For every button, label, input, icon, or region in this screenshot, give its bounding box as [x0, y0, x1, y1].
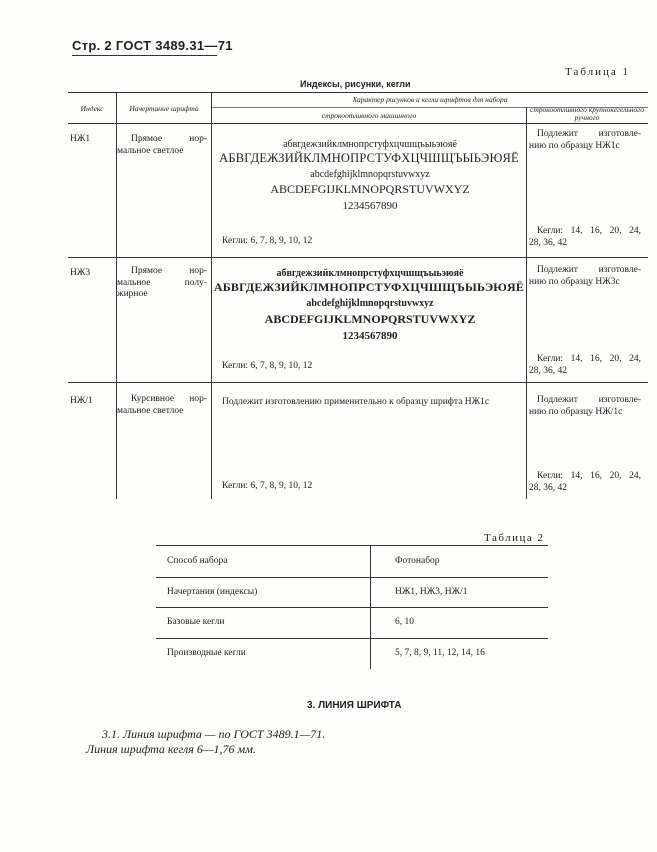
table2-caption: Таблица 2: [484, 532, 545, 544]
t2-label: Способ набора: [167, 556, 228, 566]
t2-label: Начертания (индексы): [167, 587, 258, 597]
row-style-line: жирное: [117, 289, 148, 299]
manual-note-line: нию по образцу НЖ3с: [529, 277, 620, 287]
row-index: НЖ1: [70, 134, 91, 144]
manual-kegli-line: Кегли: 14, 16, 20, 24,: [537, 471, 641, 481]
manual-kegli-line: Кегли: 14, 16, 20, 24,: [537, 226, 641, 236]
row-style-line: Курсивное нор-: [131, 394, 207, 404]
row-style-line: мальное светлое: [117, 406, 184, 416]
sample-digits: 1234567890: [342, 200, 398, 212]
row-index: НЖ/1: [70, 396, 93, 406]
col-header-machine: строкоотливного машинного: [321, 111, 417, 120]
row-style-line: Прямое нор-: [131, 134, 207, 144]
col-header-group: Характер рисунков и кегли шрифтов для набора: [352, 95, 508, 104]
t2-value: 5, 7, 8, 9, 11, 12, 14, 16: [395, 648, 485, 658]
t2-label: Базовые кегли: [167, 617, 225, 627]
paragraph: Линия шрифта кегля 6—1,76 мм.: [86, 742, 256, 756]
page-header: [72, 38, 233, 53]
t2-value: Фотонабор: [395, 556, 440, 566]
t2-value: НЖ1, НЖ3, НЖ/1: [395, 587, 468, 597]
manual-kegli-line: 28, 36, 42: [529, 238, 567, 248]
row-style-line: Прямое нор-: [131, 266, 207, 276]
sample-latin-lower: abcdefghijklmnopqrstuvwxyz: [310, 169, 430, 180]
row-style-line: мальное полу-: [117, 278, 207, 288]
manual-note-line: Подлежит изготовле-: [537, 395, 641, 405]
header-rule: [72, 55, 217, 56]
sample-cyrillic-upper: АБВГДЕЖЗИЙКЛМНОПРСТУФХЦЧШЩЪЫЬЭЮЯЁ: [213, 280, 525, 294]
sample-cyrillic-lower: абвгдежзийклмнопрстуфхцчшщъыьэюяё: [283, 139, 457, 150]
manual-kegli-line: Кегли: 14, 16, 20, 24,: [537, 354, 641, 364]
sample-latin-lower: abcdefghijklmnopqrstuvwxyz: [306, 298, 434, 309]
row-style-line: мальное светлое: [117, 146, 184, 156]
row-kegli: Кегли: 6, 7, 8, 9, 10, 12: [222, 361, 313, 371]
t2-value: 6, 10: [395, 617, 414, 627]
table1-caption: Таблица 1: [565, 66, 631, 78]
manual-note-line: Подлежит изготовле-: [537, 265, 641, 275]
t2-label: Производные кегли: [167, 648, 246, 658]
manual-kegli-line: 28, 36, 42: [529, 366, 567, 376]
row-kegli: Кегли: 6, 7, 8, 9, 10, 12: [222, 481, 313, 491]
sample-digits: 1234567890: [342, 330, 398, 342]
row-index: НЖ3: [70, 268, 91, 278]
manual-note-line: Подлежит изготовле-: [537, 129, 641, 139]
col-header-style: Начертание шрифта: [129, 104, 199, 113]
table1-title: Индексы, рисунки, кегли: [300, 79, 411, 89]
row-note: Подлежит изготовлению применительно к образцу шрифта НЖ1с: [222, 397, 490, 407]
sample-latin-upper: ABCDEFGIJKLMNOPQRSTUVWXYZ: [264, 312, 476, 326]
gost-number: ГОСТ 3489.31—71: [115, 38, 233, 53]
manual-note-line: нию по образцу НЖ1с: [529, 141, 620, 151]
manual-note-line: нию по образцу НЖ/1с: [529, 407, 623, 417]
col-header-manual: строкоотливного крупнокегельного ручного: [530, 105, 644, 122]
manual-kegli-line: 28, 36, 42: [529, 483, 567, 493]
page-number: Стр. 2: [72, 38, 112, 53]
section-title: 3. ЛИНИЯ ШРИФТА: [307, 700, 402, 711]
col-header-index: Индекс: [80, 104, 104, 113]
sample-cyrillic-lower: абвгдежзийклмнопрстуфхцчшщъыьэюяё: [276, 268, 464, 279]
row-kegli: Кегли: 6, 7, 8, 9, 10, 12: [222, 236, 313, 246]
sample-cyrillic-upper: АБВГДЕЖЗИЙКЛМНОПРСТУФХЦЧШЩЪЫЬЭЮЯЁ: [219, 151, 519, 165]
sample-latin-upper: ABCDEFGIJKLMNOPQRSTUVWXYZ: [270, 182, 470, 196]
paragraph: 3.1. Линия шрифта — по ГОСТ 3489.1—71.: [102, 727, 326, 741]
